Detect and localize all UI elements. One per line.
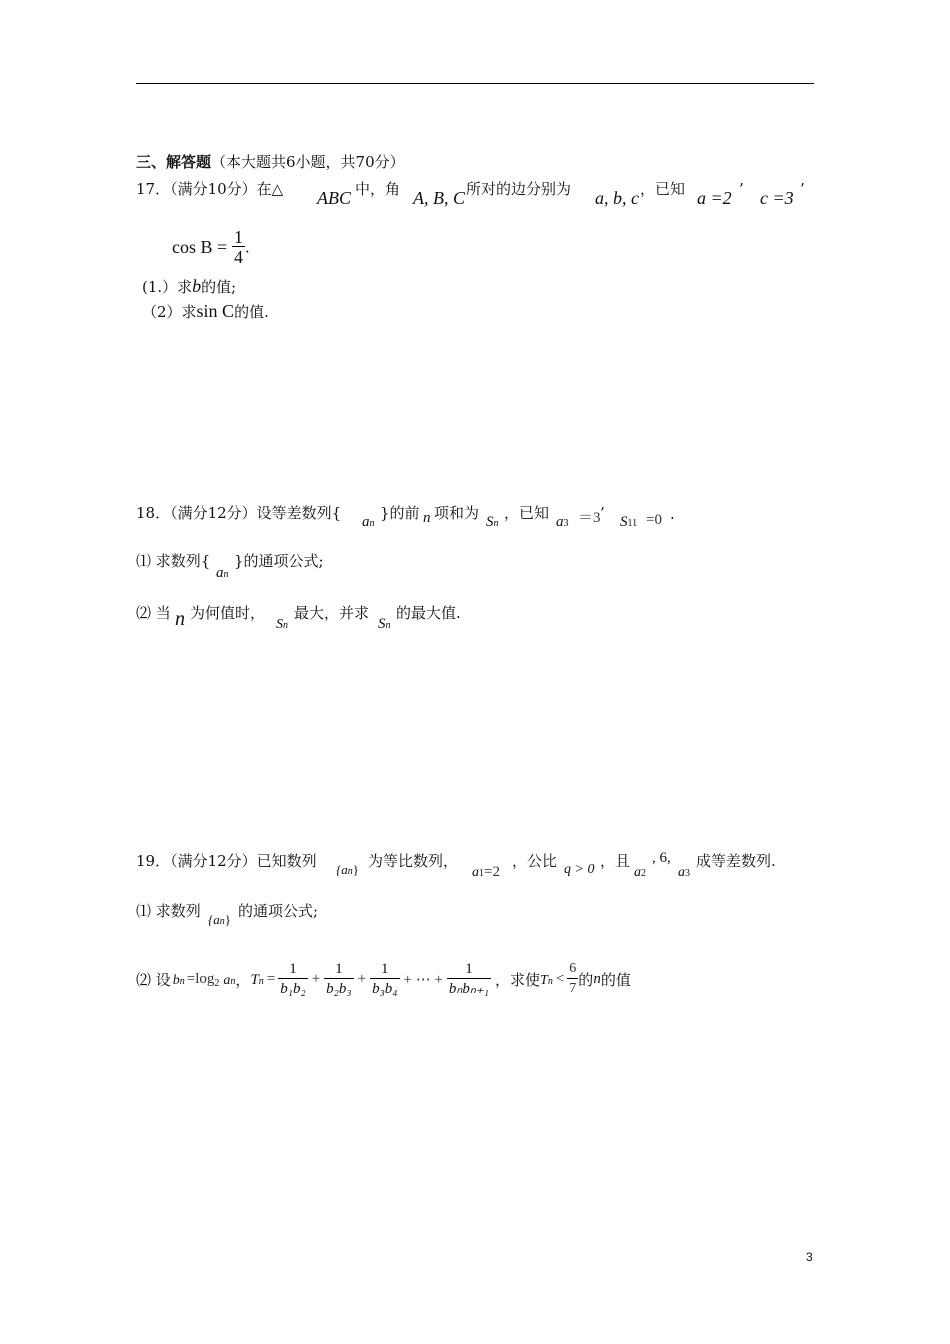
q17-a-eq: a =2 [697,188,732,208]
q18-part2-text1: 为何值时， [190,604,266,622]
q19-head: 19．（满分12分）已知数列 [136,852,317,870]
q19-an: {an} [336,862,359,877]
q18-dot: . [670,505,675,523]
q19-text1: 为等比数列， [368,852,459,870]
q19-part1: ⑴ 求数列 [136,902,201,920]
q17-comma2: ’ [800,180,805,198]
q19-text2: ，公比 [512,852,558,870]
q18-eq3: ＝3 [578,510,601,526]
header-rule [136,83,814,84]
q17-cos-fraction: $\frac{1}{4}$ [233,227,243,267]
q18-part1: ⑴ 求数列{ [136,552,211,570]
q18-eq0: =0 [646,512,662,528]
q17-sides: a, b, c [595,188,639,208]
q18-Sn: Sn [486,514,499,530]
q18-part2-text2: 最大，并求 [294,604,370,622]
q17-text1: 中，角 [355,180,401,198]
q19-a2: a2 [634,865,646,880]
q19-text3: ，且 [600,852,631,870]
q19-fraction-2: $\frac{1}{\text{b₂b₃}}$ [326,961,352,997]
q19-Tn: Tn [250,972,264,988]
q18-n: n [423,510,431,526]
q17-head: 17．（满分10分）在△ [136,180,284,198]
q19-log-an: an [223,973,236,988]
q18-part1-an: an [216,565,229,581]
q17-cos: cos B = [172,237,228,257]
q18-part2: ⑵ 当 [136,604,171,622]
q19-fraction-4: $\frac{1}{\text{bₙbₙ₊₁}}$ [448,961,490,997]
q19-six: , 6, [652,850,671,866]
section-title: 三、解答题（本大题共6小题，共70分） [136,153,405,171]
q19-fraction-1: $\frac{1}{\text{b₁b₂}}$ [280,961,306,997]
q19-part1-post: 的通项公式; [238,902,319,920]
q17-cos-line: cos B = $\frac{1}{4}$ . [172,227,250,267]
q19-Tn2: Tn [540,973,553,988]
q18-an: an [362,514,375,530]
q18-text2: 项和为 [434,504,480,522]
q19-part1-an: {an} [208,912,231,927]
q18-S11: S11 [620,514,638,530]
q18-part1-post: }的通项公式; [234,552,324,570]
q18-part2-text3: 的最大值. [396,604,461,622]
q18-text3: ，已知 [504,504,550,522]
q18-part2-Sn: Sn [276,617,288,632]
q18-a3: a3 [556,514,569,530]
q19-fraction-3: $\frac{1}{\text{b₃b₄}}$ [372,961,398,997]
q19-text4: 成等差数列. [696,852,776,870]
q17-comma1: ’ [739,180,744,198]
q17-part2: （2）求sin C的值. [142,301,269,321]
q18-head: 18．（满分12分）设等差数列{ [136,504,342,522]
q17-text3: ，已知 [640,180,686,198]
q18-part2-Sn2: Sn [378,616,391,632]
q19-part2: ⑵ 设 bn =log 2 an ， Tn = $\frac{1}{\text{b₁b₂}}$ + $\frac{1}{\text{b₂b₃}}$ + $\frac{1}{\text{b₃b₄}}$ + ⋯ + $\frac{1}{\text{bₙbₙ₊₁}}$ ，求使 Tn < $\frac{6}{7}$ 的 n 的值 [136,961,631,997]
q18-part2-n: n [175,608,185,630]
q19-a3: a3 [678,865,690,880]
q17-text2: 所对的边分别为 [466,180,572,198]
q17-part1: (1.）求b的值; [142,276,237,296]
q18-text1: }的前 [380,504,420,522]
q17-triangle: ABC [317,188,351,208]
q19-q: q > 0 [564,862,595,877]
q19-fraction-5: $\frac{6}{7}$ [569,961,577,996]
q17-angles: A, B, C [413,188,465,208]
q19-bn: bn [172,973,185,988]
q17-c-eq: c =3 [760,188,794,208]
q19-a1: a1=2 [472,864,500,880]
q18-comma: ’ [600,504,605,522]
page-number: 3 [806,1250,813,1264]
